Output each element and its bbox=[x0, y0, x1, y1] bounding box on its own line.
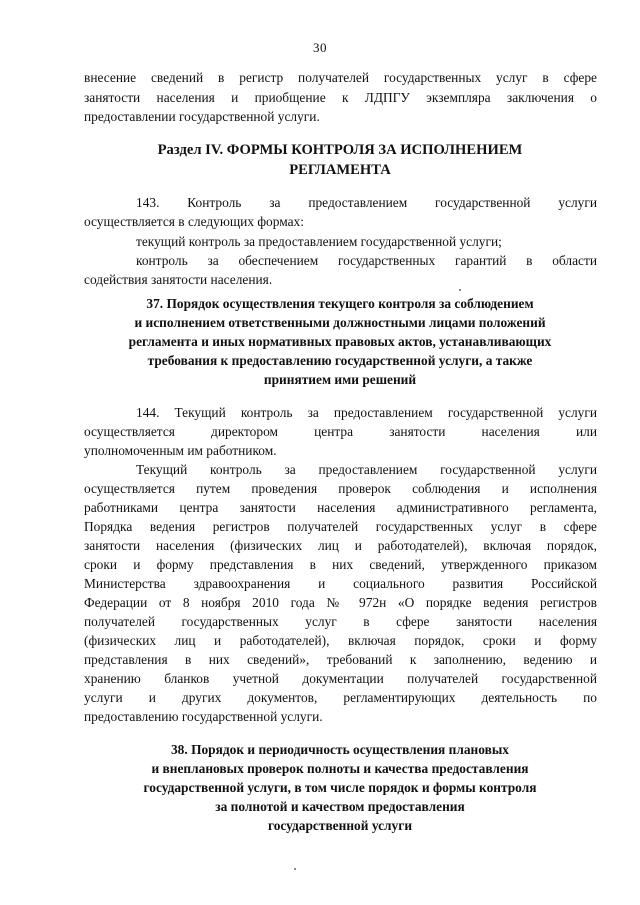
subsection-heading: принятием ими решений bbox=[263, 372, 417, 387]
paragraph-line: 143. Контроль за предоставлением государственной услуги bbox=[136, 195, 597, 210]
paragraph-line: осуществляется путем проведения проверок соблюдения и исполнения bbox=[84, 481, 597, 496]
paragraph-line: представления в них сведений», требований к заполнению, ведению и bbox=[84, 652, 597, 667]
subsection-heading: и исполнением ответственными должностными лицами положений bbox=[134, 315, 546, 330]
paragraph-line: сроки и форму представления в них сведений, утвержденного приказом bbox=[84, 557, 597, 572]
subsection-heading: государственной услуги, в том числе порядок и формы контроля bbox=[143, 780, 537, 795]
section-title: Раздел IV. ФОРМЫ КОНТРОЛЯ ЗА ИСПОЛНЕНИЕМ bbox=[157, 142, 523, 158]
paragraph-line: Министерства здравоохранения и социального развития Российской bbox=[84, 576, 597, 591]
paragraph-line: содействия занятости населения. bbox=[84, 272, 273, 287]
paragraph-line: 144. Текущий контроль за предоставлением государственной услуги bbox=[136, 405, 597, 420]
scan-speck bbox=[294, 868, 296, 870]
paragraph-line: работниками центра занятости населения административного регламента, bbox=[84, 500, 597, 515]
subsection-heading: государственной услуги bbox=[267, 818, 413, 833]
subsection-heading: и внеплановых проверок полноты и качества предоставления bbox=[151, 761, 529, 776]
paragraph-line: контроль за обеспечением государственных гарантий в области bbox=[136, 253, 597, 268]
page-number: 30 bbox=[313, 40, 327, 55]
paragraph-line: предоставлению государственной услуги. bbox=[84, 709, 323, 724]
text-line: занятости населения и приобщение к ЛДПГУ экземпляра заключения о bbox=[84, 90, 597, 105]
paragraph-line: (физических лиц и работодателей), включая порядок, сроки и форму bbox=[84, 633, 597, 648]
subsection-heading: требования к предоставлению государственной услуги, а также bbox=[147, 353, 533, 368]
paragraph-line: Текущий контроль за предоставлением государственной услуги bbox=[136, 462, 597, 477]
paragraph-line: осуществляется директором центра занятости населения или bbox=[84, 424, 597, 439]
paragraph-line: получателей государственных услуг в сфере занятости населения bbox=[84, 614, 597, 629]
paragraph-line: услуги и других документов, регламентирующих деятельность по bbox=[84, 690, 597, 705]
paragraph-line: хранению бланков учетной документации получателей государственной bbox=[84, 671, 597, 686]
paragraph-line: Порядка ведения регистров получателей государственных услуг в сфере bbox=[84, 519, 597, 534]
paragraph-line: осуществляется в следующих формах: bbox=[84, 214, 304, 229]
scan-speck bbox=[459, 289, 461, 291]
subsection-heading: 37. Порядок осуществления текущего контроля за соблюдением bbox=[146, 296, 534, 311]
paragraph-line: Федерации от 8 ноября 2010 года № 972н «О порядке ведения регистров bbox=[84, 595, 597, 610]
subsection-heading: за полнотой и качеством предоставления bbox=[215, 799, 465, 814]
text-line: внесение сведений в регистр получателей государственных услуг в сфере bbox=[84, 70, 597, 85]
subsection-heading: 38. Порядок и периодичность осуществления плановых bbox=[170, 742, 510, 757]
section-title: РЕГЛАМЕНТА bbox=[289, 162, 391, 178]
paragraph-line: текущий контроль за предоставлением государственной услуги; bbox=[136, 234, 502, 249]
text-line: предоставлении государственной услуги. bbox=[84, 109, 320, 124]
paragraph-line: уполномоченным им работником. bbox=[84, 443, 277, 458]
subsection-heading: регламента и иных нормативных правовых актов, устанавливающих bbox=[128, 334, 552, 349]
paragraph-line: занятости населения (физических лиц и работодателей), включая порядок, bbox=[84, 538, 597, 553]
